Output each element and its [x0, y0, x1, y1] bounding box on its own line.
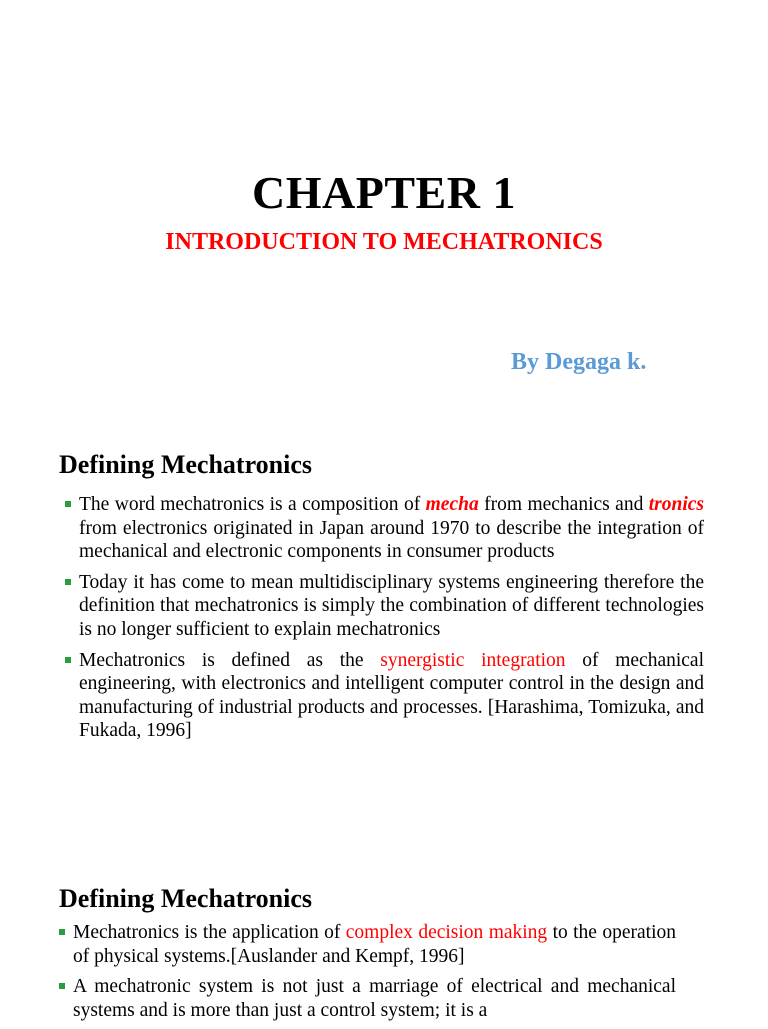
definition-slide-1	[0, 432, 768, 864]
bullet-square-icon	[65, 579, 71, 585]
bullet-square-icon	[65, 501, 71, 507]
bullet-item	[58, 975, 676, 1022]
bullet-list	[58, 921, 676, 1029]
bullet-item	[64, 649, 704, 743]
highlighted-term: synergistic integration	[380, 649, 566, 671]
bullet-item	[64, 493, 704, 564]
chapter-subtitle: INTRODUCTION TO MECHATRONICS	[165, 229, 603, 255]
definition-slide-2	[0, 864, 768, 1024]
emphasis-term: tronics	[648, 494, 705, 515]
title-slide	[0, 0, 768, 432]
emphasis-term: mecha	[425, 494, 479, 515]
chapter-title: CHAPTER 1	[252, 167, 516, 218]
bullet-item	[64, 571, 704, 642]
bullet-text: from mechanics and	[478, 494, 649, 515]
bullet-square-icon	[59, 983, 65, 989]
highlighted-term: complex decision making	[345, 922, 548, 943]
bullet-text: to the operation of physical systems.[Auslander and Kempf, 1996]	[73, 922, 676, 967]
bullet-square-icon	[65, 657, 71, 663]
bullet-list	[64, 493, 704, 750]
bullet-text: The word mechatronics is a composition of	[79, 494, 426, 515]
bullet-item	[58, 921, 676, 968]
author-byline: By Degaga k.	[511, 349, 647, 375]
bullet-text: Today it has come to mean multidisciplinary systems engineering therefore the definition that mechatronics is simply the combination of different technologies is no longer sufficient to explain mechatronics	[79, 571, 704, 640]
bullet-text: Mechatronics is the application of	[73, 922, 346, 943]
bullet-text: Mechatronics is defined as the	[79, 649, 381, 671]
bullet-text: A mechatronic system is not just a marriage of electrical and mechanical systems and is more than just a control system; it is a	[73, 976, 676, 1021]
bullet-text: from electronics originated in Japan around 1970 to describe the integration of mechanical and electronic components in consumer products	[79, 517, 704, 563]
slide-heading: Defining Mechatronics	[59, 884, 312, 913]
bullet-text: of mechanical engineering, with electronics and intelligent computer control in the design and manufacturing of industrial products and processes. [Harashima, Tomizuka, and Fukada, 1996]	[79, 649, 705, 742]
bullet-square-icon	[59, 929, 65, 935]
slide-heading: Defining Mechatronics	[59, 450, 312, 479]
